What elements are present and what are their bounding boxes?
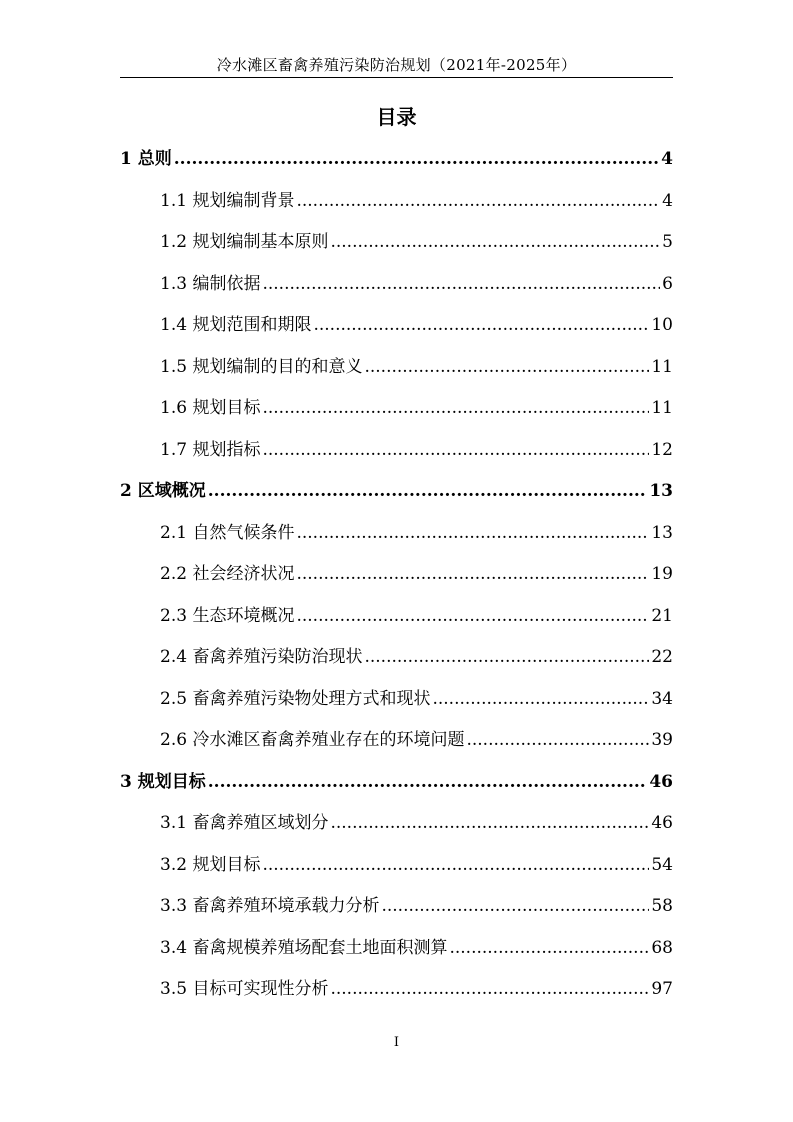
page-number: I: [393, 1035, 400, 1050]
toc-entry-page: 21: [651, 605, 673, 626]
toc-entry-page: 5: [662, 232, 673, 252]
toc-entry-label: 1.3 编制依据: [160, 273, 261, 294]
toc-section-entry[interactable]: [120, 561, 673, 603]
toc-dot-leader: [296, 188, 660, 214]
toc-dot-leader: [262, 395, 649, 421]
toc-entry-label: 3.1 畜禽养殖区域划分: [160, 813, 329, 833]
toc-entry-page: 10: [651, 315, 673, 335]
toc-dot-leader: [381, 893, 649, 919]
toc-entry-page: 58: [651, 896, 673, 916]
toc-dot-leader: [296, 603, 649, 629]
toc-entry-label: 3.5 目标可实现性分析: [160, 979, 329, 999]
toc-entry-label: 1.4 规划范围和期限: [160, 315, 312, 335]
toc-entry-page: 11: [651, 356, 673, 377]
toc-title: 目录: [376, 105, 417, 129]
table-of-contents: [120, 146, 673, 1018]
toc-dot-leader: [296, 520, 649, 546]
running-header: 冷水滩区畜禽养殖污染防治规划（2021年-2025年）: [216, 56, 577, 74]
toc-dot-leader: [330, 229, 660, 255]
toc-dot-leader: [364, 644, 649, 670]
toc-entry-page: 13: [651, 522, 673, 543]
toc-entry-label: 2.1 自然气候条件: [160, 522, 295, 543]
toc-entry-label: 2 区域概况: [120, 481, 206, 501]
toc-entry-label: 2.3 生态环境概况: [160, 605, 295, 626]
toc-section-entry[interactable]: [120, 603, 673, 645]
toc-entry-label: 2.4 畜禽养殖污染防治现状: [160, 647, 363, 667]
toc-entry-page: 19: [651, 564, 673, 584]
toc-section-entry[interactable]: [120, 395, 673, 437]
toc-section-entry[interactable]: [120, 520, 673, 562]
toc-entry-label: 2.5 畜禽养殖污染物处理方式和现状: [160, 688, 431, 709]
toc-section-entry[interactable]: [120, 188, 673, 230]
toc-dot-leader: [364, 354, 649, 380]
toc-entry-page: 54: [651, 854, 673, 875]
toc-entry-page: 34: [651, 688, 673, 709]
toc-entry-page: 46: [651, 813, 673, 833]
toc-entry-label: 1.5 规划编制的目的和意义: [160, 356, 363, 377]
toc-entry-label: 1 总则: [120, 149, 172, 169]
toc-section-entry[interactable]: [120, 976, 673, 1018]
toc-section-entry[interactable]: [120, 686, 673, 728]
toc-entry-page: 12: [651, 439, 673, 460]
toc-entry-page: 22: [651, 647, 673, 667]
toc-entry-label: 3 规划目标: [120, 771, 206, 792]
toc-entry-page: 4: [661, 149, 673, 169]
toc-section-entry[interactable]: [120, 644, 673, 686]
toc-entry-page: 11: [651, 398, 673, 418]
toc-entry-page: 13: [649, 481, 673, 501]
toc-dot-leader: [208, 769, 648, 795]
toc-section-entry[interactable]: [120, 437, 673, 479]
toc-entry-page: 97: [651, 979, 673, 999]
toc-dot-leader: [208, 478, 648, 504]
toc-chapter-entry[interactable]: [120, 769, 673, 811]
toc-dot-leader: [262, 437, 649, 463]
toc-section-entry[interactable]: [120, 354, 673, 396]
toc-section-entry[interactable]: [120, 727, 673, 769]
toc-dot-leader: [262, 271, 660, 297]
toc-entry-page: 39: [651, 730, 673, 750]
toc-entry-page: 68: [651, 937, 673, 958]
toc-entry-label: 2.2 社会经济状况: [160, 564, 295, 584]
toc-entry-label: 1.7 规划指标: [160, 439, 261, 460]
toc-dot-leader: [330, 810, 649, 836]
toc-entry-label: 1.1 规划编制背景: [160, 190, 295, 211]
toc-entry-page: 6: [662, 273, 673, 294]
toc-entry-page: 4: [662, 190, 673, 211]
toc-dot-leader: [313, 312, 649, 338]
toc-entry-label: 3.2 规划目标: [160, 854, 261, 875]
toc-section-entry[interactable]: [120, 229, 673, 271]
toc-section-entry[interactable]: [120, 935, 673, 977]
toc-section-entry[interactable]: [120, 852, 673, 894]
header-rule: [120, 77, 673, 78]
toc-dot-leader: [330, 976, 649, 1002]
toc-entry-label: 1.2 规划编制基本原则: [160, 232, 329, 252]
toc-chapter-entry[interactable]: [120, 478, 673, 520]
toc-section-entry[interactable]: [120, 271, 673, 313]
toc-entry-label: 2.6 冷水滩区畜禽养殖业存在的环境问题: [160, 730, 465, 750]
toc-dot-leader: [174, 146, 659, 172]
toc-dot-leader: [432, 686, 649, 712]
toc-dot-leader: [262, 852, 649, 878]
toc-dot-leader: [296, 561, 649, 587]
toc-section-entry[interactable]: [120, 312, 673, 354]
toc-section-entry[interactable]: [120, 810, 673, 852]
toc-dot-leader: [466, 727, 649, 753]
toc-entry-label: 3.4 畜禽规模养殖场配套土地面积测算: [160, 937, 448, 958]
toc-entry-page: 46: [649, 771, 673, 792]
toc-dot-leader: [449, 935, 649, 961]
toc-entry-label: 1.6 规划目标: [160, 398, 261, 418]
toc-section-entry[interactable]: [120, 893, 673, 935]
toc-entry-label: 3.3 畜禽养殖环境承载力分析: [160, 896, 380, 916]
toc-chapter-entry[interactable]: [120, 146, 673, 188]
